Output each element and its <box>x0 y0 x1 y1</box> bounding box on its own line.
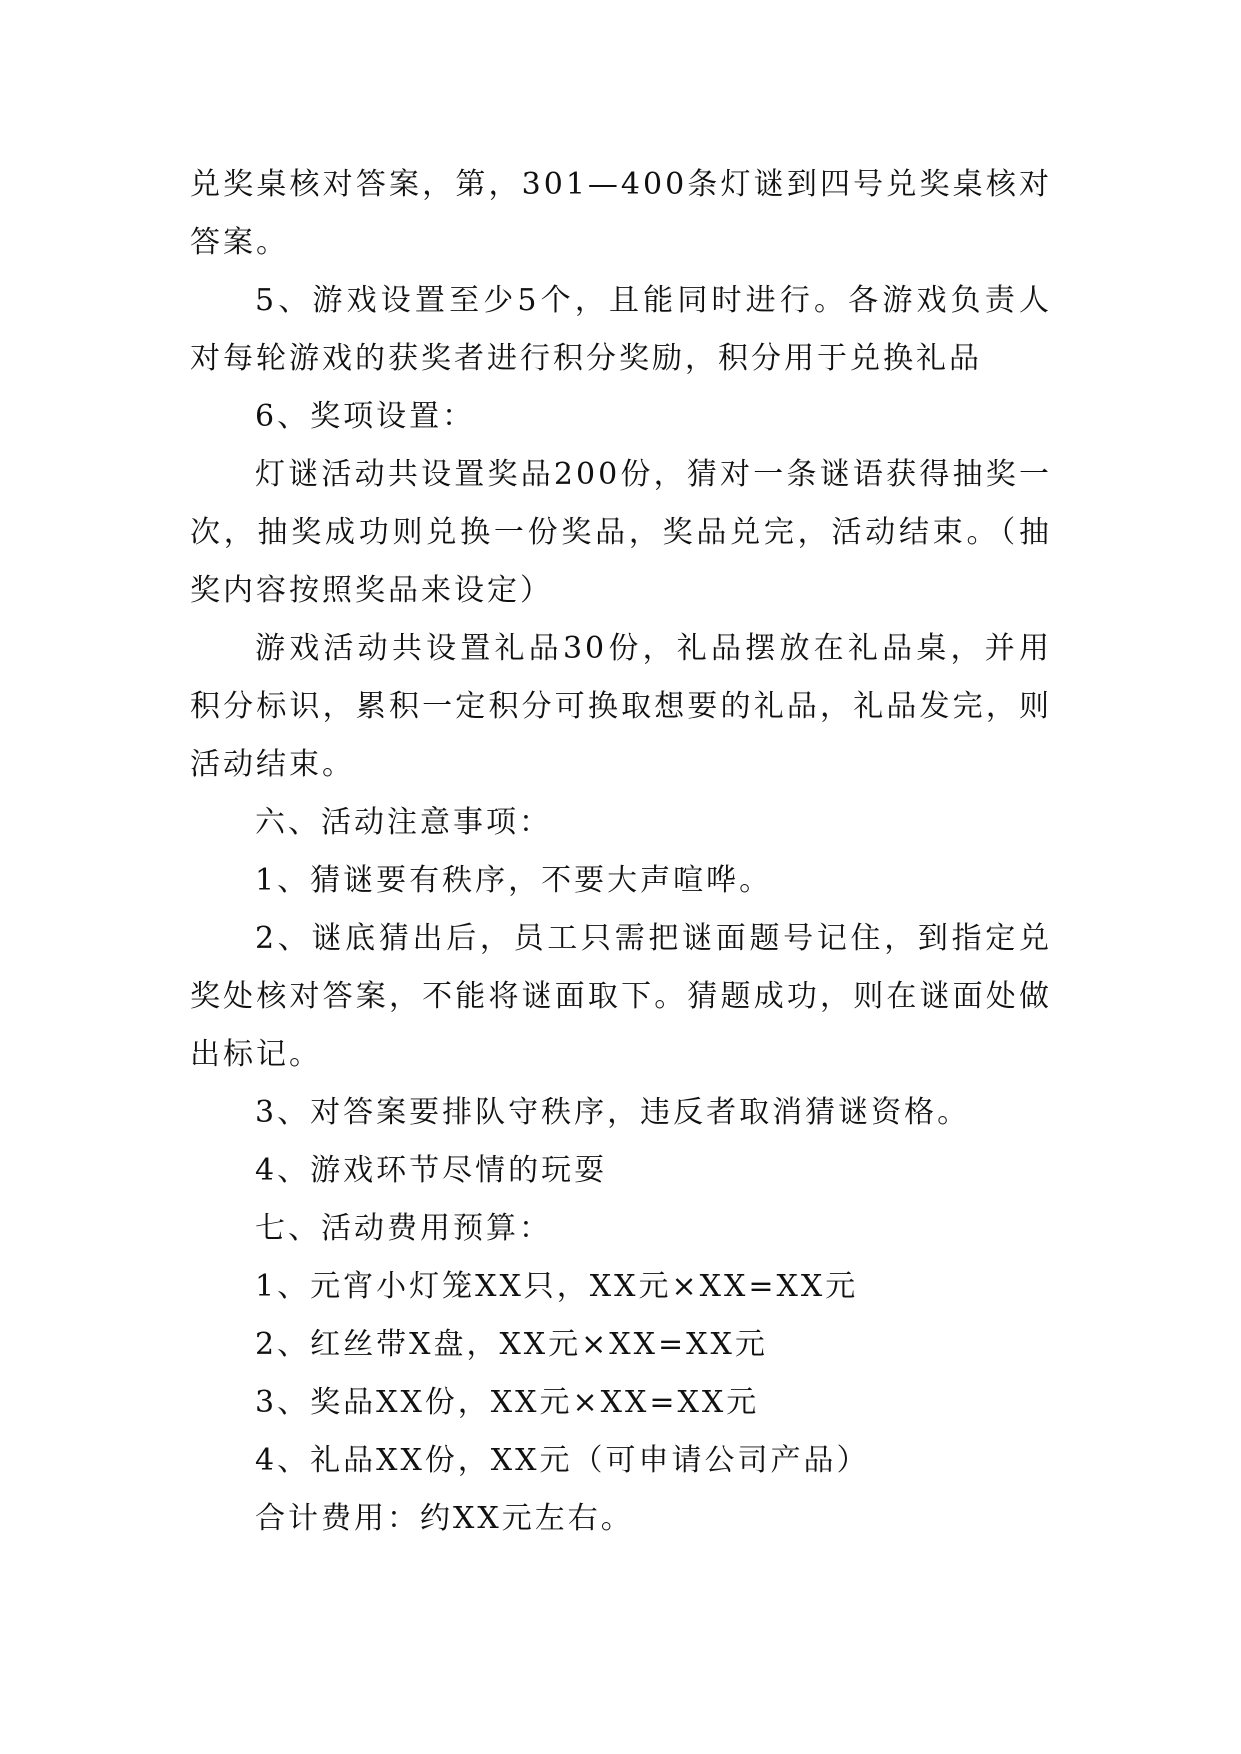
list-item-budget-2: 2、红丝带X盘，XX元×XX=XX元 <box>255 1327 768 1362</box>
list-item-precaution-3: 3、对答案要排队守秩序，违反者取消猜谜资格。 <box>255 1095 971 1130</box>
budget-total: 合计费用：约XX元左右。 <box>255 1501 634 1536</box>
list-item-budget-3: 3、奖品XX份，XX元×XX=XX元 <box>255 1385 760 1420</box>
paragraph-riddle-prizes: 灯谜活动共设置奖品200份，猜对一条谜语获得抽奖一次，抽奖成功则兑换一份奖品，奖品兑完，活动结束。（抽奖内容按照奖品来设定） <box>190 457 1052 608</box>
list-item-budget-4: 4、礼品XX份，XX元（可申请公司产品） <box>255 1443 870 1478</box>
heading-precautions: 六、活动注意事项： <box>255 805 552 840</box>
list-item-precaution-1: 1、猜谜要有秩序，不要大声喧哗。 <box>255 863 773 898</box>
heading-budget: 七、活动费用预算： <box>255 1211 552 1246</box>
document-body <box>190 156 1052 1548</box>
list-item-budget-1: 1、元宵小灯笼XX只，XX元×XX=XX元 <box>255 1269 859 1304</box>
list-item-precaution-2: 2、谜底猜出后，员工只需把谜面题号记住，到指定兑奖处核对答案，不能将谜面取下。猜题成功，则在谜面处做出标记。 <box>190 921 1052 1072</box>
list-item-precaution-4: 4、游戏环节尽情的玩耍 <box>255 1153 608 1188</box>
paragraph-game-setup: 5、游戏设置至少5个，且能同时进行。各游戏负责人对每轮游戏的获奖者进行积分奖励，积分用于兑换礼品 <box>190 283 1052 376</box>
paragraph-game-gifts: 游戏活动共设置礼品30份，礼品摆放在礼品桌，并用积分标识，累积一定积分可换取想要的礼品，礼品发完，则活动结束。 <box>190 631 1052 782</box>
heading-prize-settings: 6、奖项设置： <box>255 399 476 434</box>
paragraph-continued-prize-desk: 兑奖桌核对答案，第，301—400条灯谜到四号兑奖桌核对答案。 <box>190 167 1052 260</box>
